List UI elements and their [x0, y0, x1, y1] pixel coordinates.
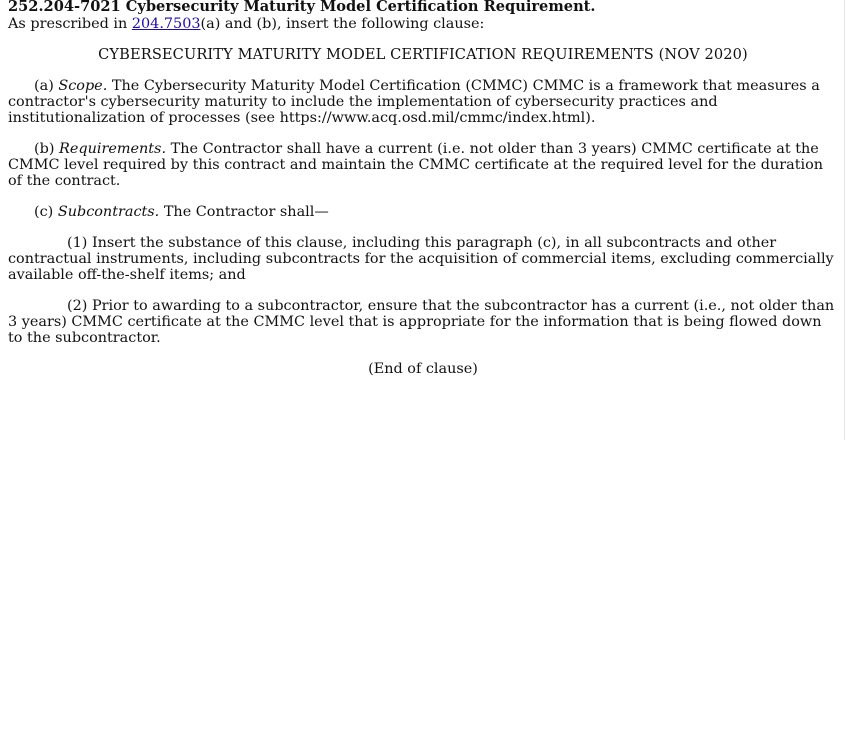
paragraph-b	[8, 141, 838, 189]
paragraph-c-title: Subcontracts.	[57, 204, 160, 220]
prescribed-line	[8, 16, 838, 32]
paragraph-b-text: The Contractor shall have a current (i.e. not older than 3 years) CMMC certificate at the CMMC level required by this contract and maintain the CMMC certificate at the required level for the duration of the contract.	[8, 141, 824, 189]
paragraph-c2: (2) Prior to awarding to a subcontractor, ensure that the subcontractor has a current (i.e., not older than 3 years) CMMC certificate at the CMMC level that is appropriate for the information that is being flowed down to the subcontractor.	[8, 298, 835, 346]
paragraph-a-title: Scope.	[58, 78, 108, 94]
document-page	[8, 0, 838, 377]
prescribed-suffix: (a) and (b), insert the following clause:	[200, 16, 485, 32]
paragraph-c-text: The Contractor shall—	[159, 204, 329, 220]
section-title: 252.204-7021 Cybersecurity Maturity Model Certification Requirement.	[8, 0, 596, 15]
reference-link[interactable]: 204.7503	[131, 16, 201, 32]
prescribed-prefix: As prescribed in	[8, 16, 132, 32]
page-edge-divider	[844, 0, 845, 440]
paragraph-a	[8, 78, 838, 126]
paragraph-a-label: (a)	[34, 78, 59, 94]
paragraph-c	[8, 204, 838, 220]
paragraph-c1: (1) Insert the substance of this clause, including this paragraph (c), in all subcontracts and other contractual instruments, including subcontracts for the acquisition of commercial items, excluding commercially available off-the-shelf items; and	[8, 235, 834, 283]
paragraph-b-label: (b)	[34, 141, 60, 157]
paragraph-a-text: The Cybersecurity Maturity Model Certification (CMMC) CMMC is a framework that measures a contractor's cybersecurity maturity to include the implementation of cybersecurity practices and institutionalization of processes (see https://www.acq.osd.mil/cmmc/index.html).	[8, 78, 820, 126]
paragraph-c-label: (c)	[34, 204, 58, 220]
clause-heading: CYBERSECURITY MATURITY MODEL CERTIFICATION REQUIREMENTS (NOV 2020)	[98, 46, 748, 63]
end-of-clause: (End of clause)	[368, 361, 478, 377]
paragraph-b-title: Requirements.	[59, 141, 167, 157]
